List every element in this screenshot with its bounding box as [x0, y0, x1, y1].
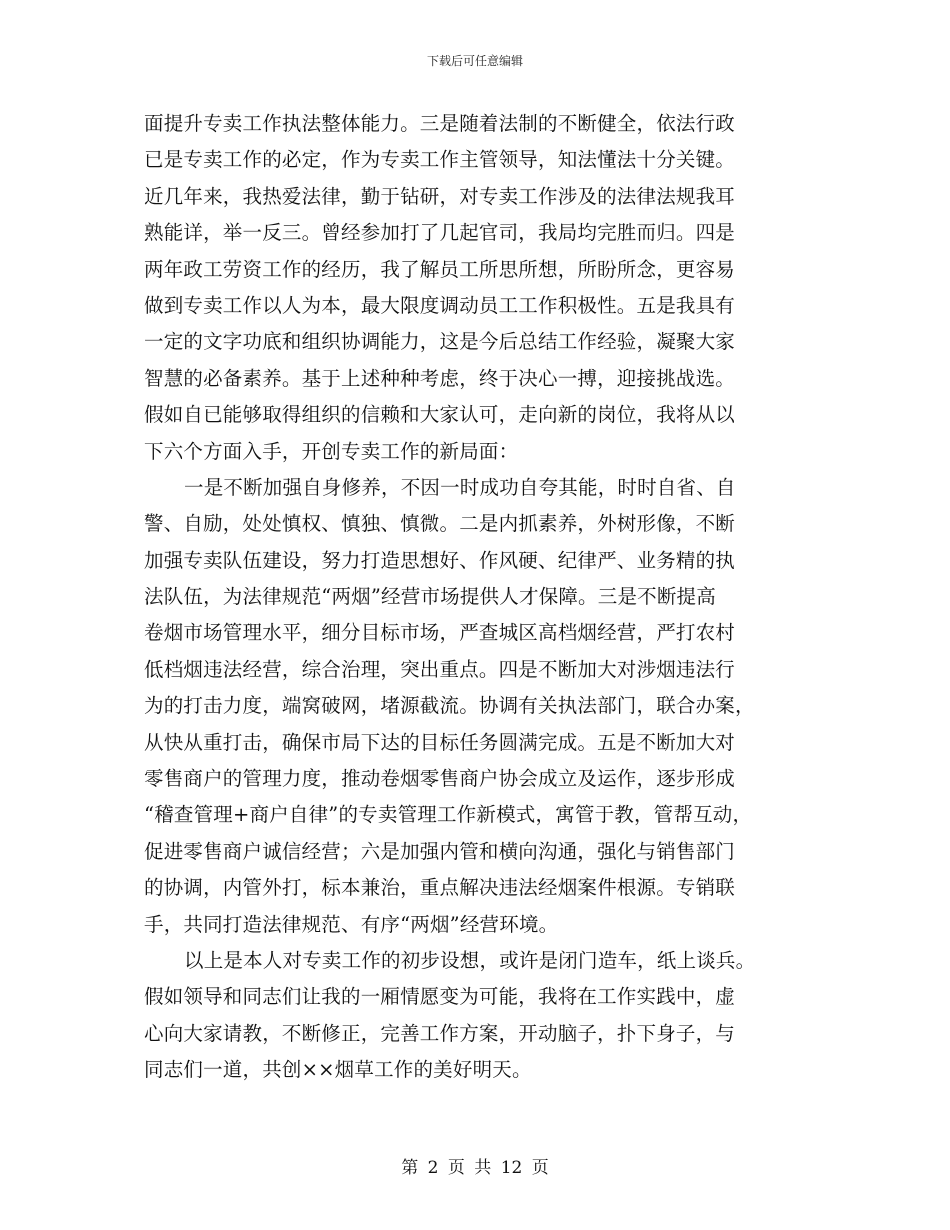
paragraph-3 [144, 943, 824, 1089]
text-line: “稽查管理+商户自律”的专卖管理工作新模式，寓管于教，管帮互动， [144, 803, 753, 827]
paragraph-1 [144, 106, 824, 470]
paragraph-2 [144, 470, 824, 943]
text-line: 零售商户的管理力度，推动卷烟零售商户协会成立及运作，逐步形成 [144, 767, 736, 791]
text-line: 促进零售商户诚信经营；六是加强内管和横向沟通，强化与销售部门 [144, 839, 736, 863]
text-line: 手，共同打造法律规范、有序“两烟”经营环境。 [144, 912, 559, 936]
text-line: 一是不断加强自身修养，不因一时成功自夸其能，时时自省、自 [184, 475, 736, 499]
text-line: 假如自已能够取得组织的信赖和大家认可，走向新的岗位，我将从以 [144, 403, 736, 427]
text-line: 两年政工劳资工作的经历，我了解员工所思所想，所盼所念，更容易 [144, 257, 736, 281]
document-body [144, 106, 824, 1089]
text-line: 近几年来，我热爱法律，勤于钻研，对专卖工作涉及的法律法规我耳 [144, 184, 736, 208]
text-line: 法队伍，为法律规范“两烟”经营市场提供人才保障。三是不断提高 [144, 585, 716, 609]
text-line: 做到专卖工作以人为本，最大限度调动员工工作积极性。五是我具有 [144, 293, 736, 317]
text-line: 下六个方面入手，开创专卖工作的新局面： [144, 439, 519, 463]
text-line: 低档烟违法经营，综合治理，突出重点。四是不断加大对涉烟违法行 [144, 657, 736, 681]
text-line: 一定的文字功底和组织协调能力，这是今后总结工作经验，凝聚大家 [144, 330, 736, 354]
text-line: 卷烟市场管理水平，细分目标市场，严查城区高档烟经营，严打农村 [144, 621, 736, 645]
page-footer: 第 2 页 共 12 页 [401, 1158, 549, 1178]
text-line: 为的打击力度，端窝破网，堵源截流。协调有关执法部门，联合办案， [144, 694, 755, 718]
text-line: 心向大家请教，不断修正，完善工作方案，开动脑子，扑下身子，与 [144, 1021, 736, 1045]
text-line: 已是专卖工作的必定，作为专卖工作主管领导，知法懂法十分关键。 [144, 148, 736, 172]
text-line: 以上是本人对专卖工作的初步设想，或许是闭门造车，纸上谈兵。 [184, 948, 756, 972]
text-line: 假如领导和同志们让我的一厢情愿变为可能，我将在工作实践中，虚 [144, 985, 736, 1009]
text-line: 同志们一道，共创××烟草工作的美好明天。 [144, 1058, 532, 1082]
text-line: 智慧的必备素养。基于上述种种考虑，终于决心一搏，迎接挑战选。 [144, 366, 736, 390]
page-header: 下载后可任意编辑 [426, 54, 523, 68]
text-line: 加强专卖队伍建设，努力打造思想好、作风硬、纪律严、业务精的执 [144, 548, 736, 572]
text-line: 从快从重打击，确保市局下达的目标任务圆满完成。五是不断加大对 [144, 730, 736, 754]
text-line: 的协调，内管外打，标本兼治，重点解决违法经烟案件根源。专销联 [144, 876, 736, 900]
text-line: 熟能详，举一反三。曾经参加打了几起官司，我局均完胜而归。四是 [144, 221, 736, 245]
text-line: 警、自励，处处慎权、慎独、慎微。二是内抓素养，外树形像，不断 [144, 512, 736, 536]
text-line: 面提升专卖工作执法整体能力。三是随着法制的不断健全，依法行政 [144, 112, 736, 135]
